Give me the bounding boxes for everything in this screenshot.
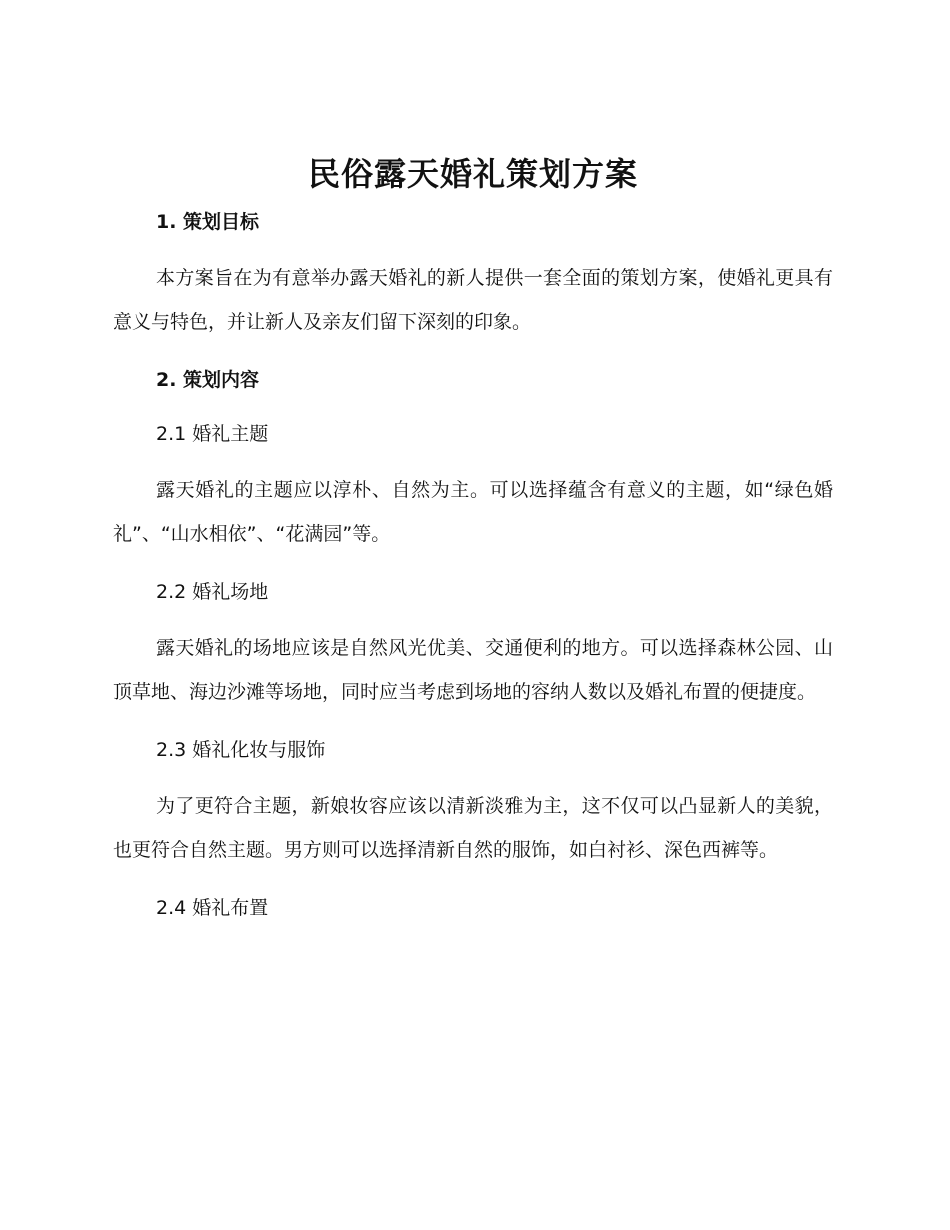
paragraph-theme: 露天婚礼的主题应以淳朴、自然为主。可以选择蕴含有意义的主题，如“绿色婚礼”、“山水相依”、“花满园”等。 — [113, 479, 833, 545]
subheading-venue: 2.2 婚礼场地 — [156, 581, 269, 603]
subheading-theme: 2.1 婚礼主题 — [156, 423, 269, 445]
paragraph-goal: 本方案旨在为有意举办露天婚礼的新人提供一套全面的策划方案，使婚礼更具有意义与特色，并让新人及亲友们留下深刻的印象。 — [113, 267, 833, 333]
paragraph-makeup-attire: 为了更符合主题，新娘妆容应该以清新淡雅为主，这不仅可以凸显新人的美貌，也更符合自然主题。男方则可以选择清新自然的服饰，如白衬衫、深色西裤等。 — [113, 795, 833, 861]
section-heading-content: 2. 策划内容 — [156, 369, 260, 391]
subheading-decoration: 2.4 婚礼布置 — [156, 897, 269, 919]
subheading-makeup-attire: 2.3 婚礼化妆与服饰 — [156, 739, 326, 761]
document-page — [113, 150, 833, 942]
paragraph-venue: 露天婚礼的场地应该是自然风光优美、交通便利的地方。可以选择森林公园、山顶草地、海边沙滩等场地，同时应当考虑到场地的容纳人数以及婚礼布置的便捷度。 — [113, 637, 833, 703]
page-title: 民俗露天婚礼策划方案 — [307, 155, 638, 193]
section-heading-goal: 1. 策划目标 — [156, 211, 260, 233]
